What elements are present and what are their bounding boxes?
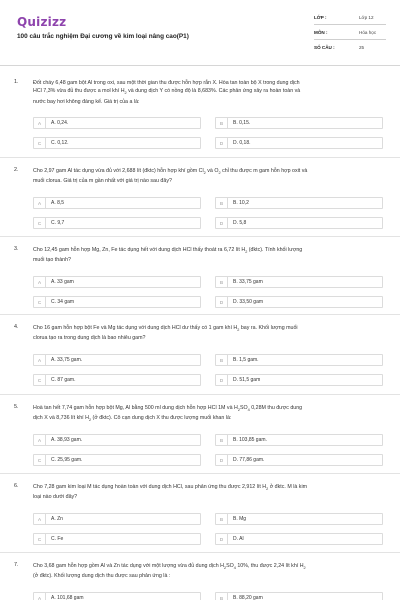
option-letter: B [216,277,228,288]
question-divider [0,473,400,474]
question-number: 7. [14,562,19,568]
question-divider [0,552,400,553]
question-number: 5. [14,404,19,410]
page-header [0,0,400,64]
option-d[interactable] [215,296,383,308]
option-a[interactable] [33,592,201,600]
option-text: D. 77,86 gam. [233,456,265,463]
option-a[interactable] [33,117,201,129]
option-c[interactable] [33,533,201,545]
question-number: 3. [14,246,19,252]
option-text: C. Fe [51,535,64,542]
option-letter: A [34,118,46,129]
question-divider [0,314,400,315]
question-number: 4. [14,324,19,330]
option-d[interactable] [215,137,383,149]
option-letter: C [34,375,46,386]
question-text-line: dịch X và 8,736 lít khí $H_2$ (ở đktc). Cô cạn dung dịch X thu được lượng muối khan là: [33,415,232,423]
question-text-line: muối tạo thành? [33,257,71,264]
option-text: D. Al [233,535,244,542]
question-text [33,79,383,106]
option-letter: D [216,375,228,386]
option-text: B. Mg [233,515,247,522]
option-b[interactable] [215,276,383,288]
option-text: A. Zn [51,515,63,522]
option-letter: B [216,118,228,129]
header-divider [0,65,400,66]
option-letter: D [216,455,228,466]
option-b[interactable] [215,117,383,129]
meta-grade-value: Lớp 12 [359,15,374,20]
option-letter: A [34,593,46,600]
question-text [33,246,383,265]
meta-grade-label: LỚP : [314,15,327,20]
question-number: 6. [14,483,19,489]
question-text-line: clorua tạo ra trong dung dịch là bao nhiêu gam? [33,335,146,342]
question-text-line: Cho 7,28 gam kim loại M tác dụng hoàn toàn với dung dịch HCl, sau phản ứng thu được 2,912 lít $H_2$ ở đktc. M là kim [33,484,308,492]
question-text-line: (ở đktc). Khối lượng dung dịch thu được sau phản ứng là : [33,573,171,580]
question-text-line: HCl 7,3% vừa đủ thu được a mol khí $H_2$ và dung dịch Y có nồng độ là 8,683%. Các phản ứng xảy ra hoàn toàn và [33,88,301,96]
option-letter: B [216,355,228,366]
option-letter: A [34,435,46,446]
question-divider [0,236,400,237]
option-a[interactable] [33,513,201,525]
question-number: 1. [14,79,19,85]
question-text [33,562,383,581]
option-a[interactable] [33,276,201,288]
option-b[interactable] [215,513,383,525]
option-c[interactable] [33,217,201,229]
option-d[interactable] [215,217,383,229]
option-c[interactable] [33,374,201,386]
option-a[interactable] [33,354,201,366]
question-text-line: muối clorua. Giá trị của m gần nhất với giá trị nào sau đây? [33,178,172,185]
option-text: D. 0,18. [233,139,251,146]
option-letter: C [34,534,46,545]
question-text [33,167,383,186]
question-text-line: loại nào dưới đây? [33,494,78,501]
option-text: A. 0,24. [51,119,69,126]
meta-subject-label: MÔN : [314,30,328,35]
option-letter: D [216,138,228,149]
option-text: C. 34 gam [51,298,75,305]
option-letter: B [216,514,228,525]
option-c[interactable] [33,137,201,149]
option-d[interactable] [215,454,383,466]
question-text [33,483,383,502]
option-text: A. 33,75 gam. [51,356,83,363]
divider [314,39,386,40]
question-text [33,404,383,425]
option-letter: C [34,297,46,308]
option-d[interactable] [215,374,383,386]
option-letter: B [216,593,228,600]
option-text: B. 10,2 [233,199,249,206]
quizizz-logo: Quizizz [17,15,67,29]
document-title: 100 câu trắc nghiệm Đại cương về kim loại nâng cao(P1) [17,33,189,40]
meta-count-value: 25 [359,45,365,50]
option-text: A. 33 gam [51,278,74,285]
question-divider [0,157,400,158]
option-text: D. 51,5 gam [233,376,261,383]
option-a[interactable] [33,197,201,209]
option-d[interactable] [215,533,383,545]
option-c[interactable] [33,296,201,308]
option-letter: A [34,514,46,525]
option-text: B. 88,20 gam [233,594,263,600]
option-text: B. 1,5 gam. [233,356,259,363]
option-letter: D [216,297,228,308]
option-letter: B [216,198,228,209]
option-letter: D [216,218,228,229]
option-a[interactable] [33,434,201,446]
option-b[interactable] [215,354,383,366]
option-letter: C [34,455,46,466]
option-text: D. 5,8 [233,219,247,226]
option-text: C. 0,12. [51,139,69,146]
option-letter: C [34,218,46,229]
option-text: A. 38,93 gam. [51,436,83,443]
question-text [33,324,383,343]
option-letter: A [34,355,46,366]
question-text-line: Cho 16 gam hỗn hợp bột Fe và Mg tác dụng với dung dịch HCl dư thấy có 1 gam khí $H_2$ bay ra. Khối lượng muối [33,325,298,333]
option-text: D. 33,50 gam [233,298,264,305]
option-letter: C [34,138,46,149]
question-divider [0,394,400,395]
question-text-line: Cho 12,45 gam hỗn hợp Mg, Zn, Fe tác dụng hết với dung dịch HCl thấy thoát ra 6,72 lít $H_2$ (đktc). Tính khối lượng [33,247,303,255]
question-text-line: Đốt cháy 6,48 gam bột Al trong oxi, sau một thời gian thu được hỗn hợp rắn X. Hòa tan toàn bộ X trong dung dịch [33,80,300,86]
option-text: B. 0,15. [233,119,251,126]
option-text: B. 33,75 gam [233,278,263,285]
option-letter: A [34,277,46,288]
question-text-line: Cho 3,68 gam hỗn hợp gồm Al và Zn tác dụng với một lượng vừa đủ dung dịch $H_2SO_4$ 10%, thu được 2,24 lít khí $H_2$ [33,563,306,571]
option-text: C. 87 gam. [51,376,76,383]
divider [314,24,386,25]
option-text: B. 103,85 gam. [233,436,267,443]
question-text-line: Hoà tan hết 7,74 gam hỗn hợp bột Mg, Al bằng 500 ml dung dịch hỗn hợp HCl 1M và $H_2SO_4$ 0,28M thu được dung [33,405,303,413]
option-text: A. 8,5 [51,199,65,206]
question-number: 2. [14,167,19,173]
option-c[interactable] [33,454,201,466]
option-b[interactable] [215,197,383,209]
meta-subject-value: Hóa học [359,30,377,35]
option-text: C. 9,7 [51,219,65,226]
option-b[interactable] [215,592,383,600]
option-text: C. 25,95 gam. [51,456,83,463]
option-letter: A [34,198,46,209]
option-text: A. 101,68 gam [51,594,84,600]
option-letter: D [216,534,228,545]
meta-count-label: SỐ CÂU : [314,45,335,50]
question-text-line: Cho 2,97 gam Al tác dụng vừa đủ với 2,688 lít (đktc) hỗn hợp khí gồm $Cl_2$ và $O_2$ chỉ thu được m gam hỗn hợp oxit và [33,168,308,176]
question-text-line: nước bay hơi không đáng kể. Giá trị của a là: [33,98,140,105]
option-b[interactable] [215,434,383,446]
option-letter: B [216,435,228,446]
